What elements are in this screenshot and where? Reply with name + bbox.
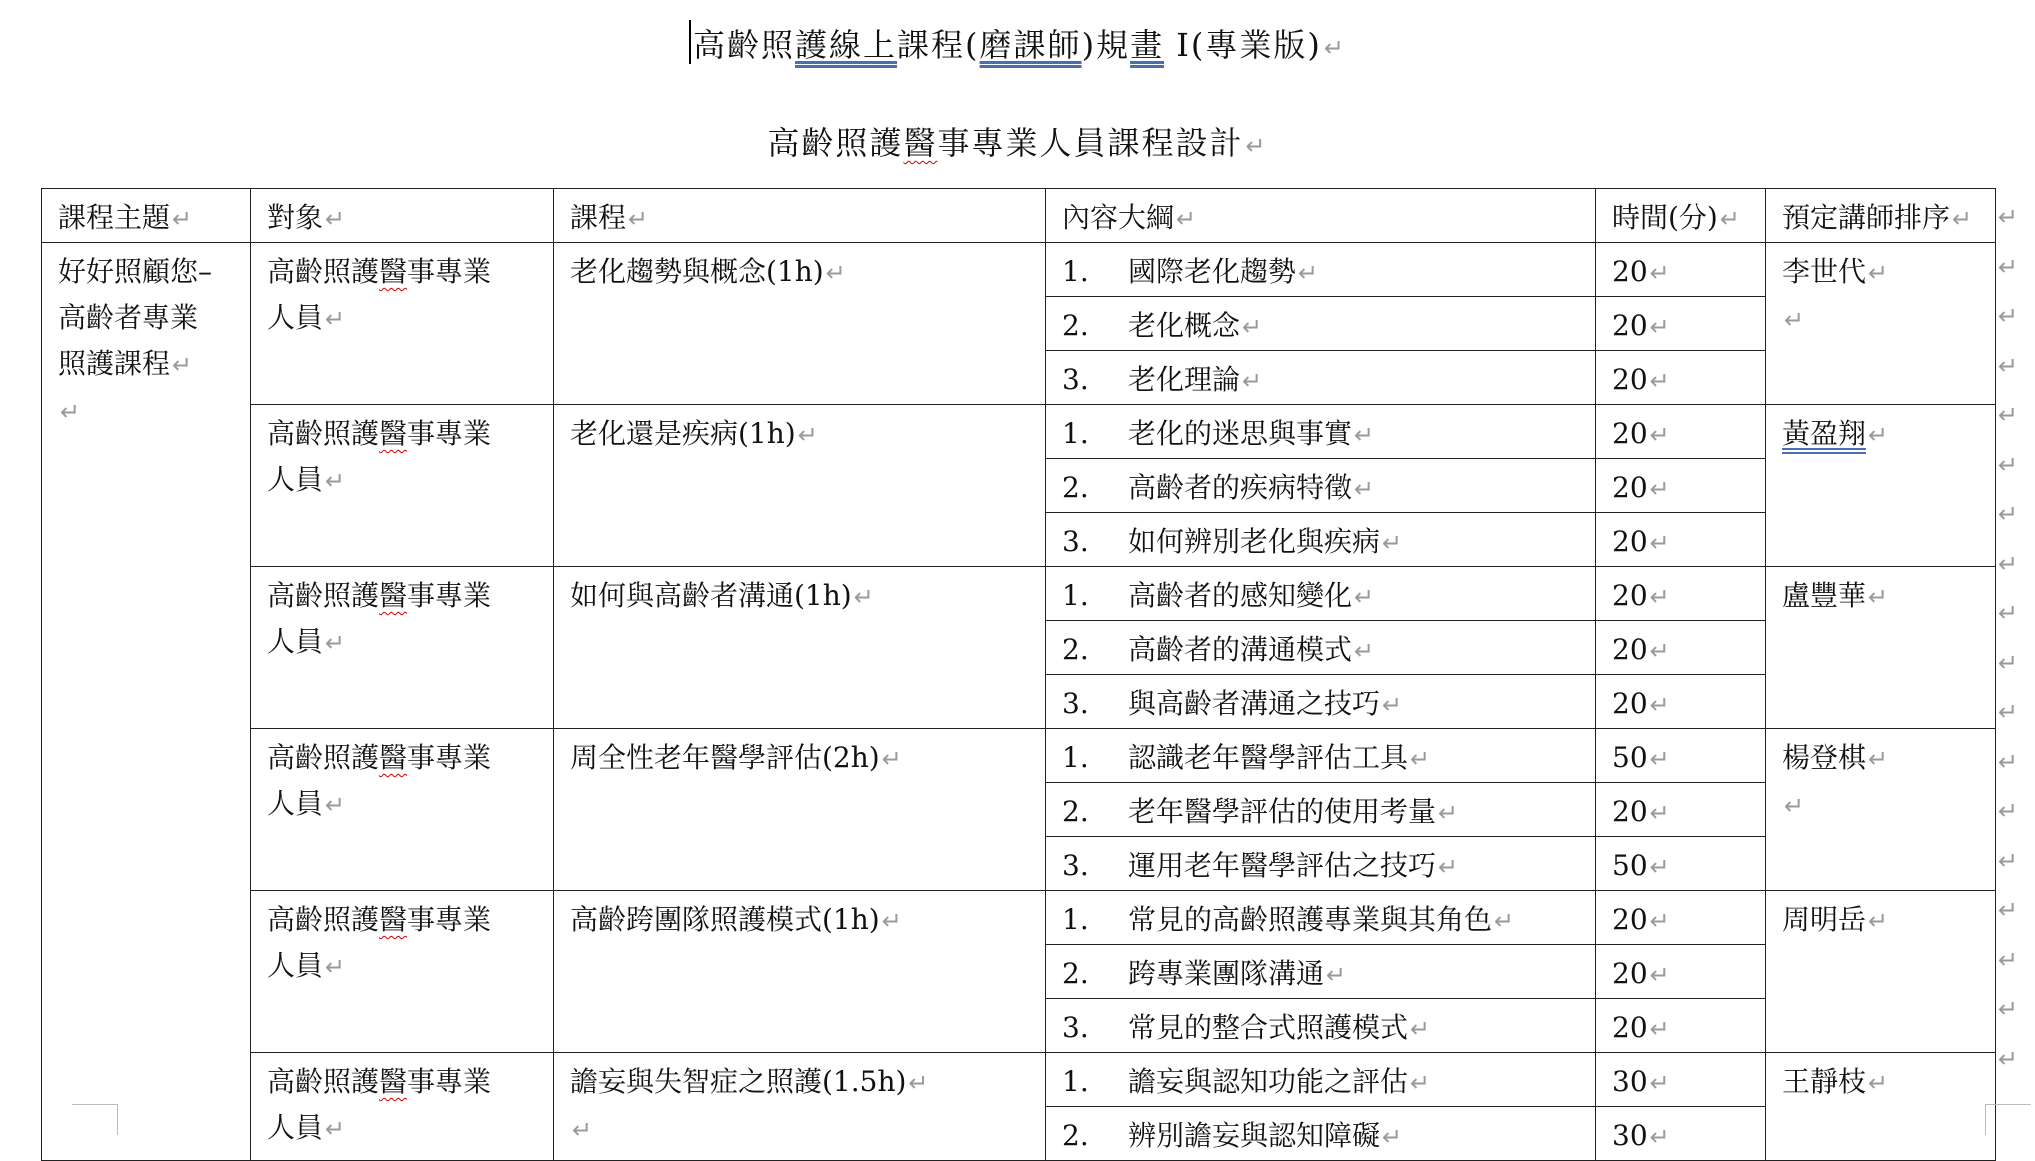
row-end-mark: ↵	[1998, 549, 2019, 578]
time-cell: 20↵	[1596, 513, 1766, 567]
row-end-mark: ↵	[1998, 450, 2019, 479]
outline-item: 3. 運用老年醫學評估之技巧↵	[1046, 837, 1596, 891]
time-cell: 20↵	[1596, 351, 1766, 405]
column-header: 預定講師排序↵	[1766, 189, 1996, 243]
course-cell: 周全性老年醫學評估(2h)↵	[554, 729, 1046, 891]
paragraph-mark: ↵	[1494, 907, 1515, 935]
outline-item: 2. 跨專業團隊溝通↵	[1046, 945, 1596, 999]
time-cell: 20↵	[1596, 945, 1766, 999]
time-cell: 20↵	[1596, 405, 1766, 459]
column-header: 內容大綱↵	[1046, 189, 1596, 243]
row-end-mark: ↵	[1998, 252, 2019, 281]
paragraph-mark: ↵	[1649, 1015, 1670, 1043]
paragraph-mark: ↵	[1326, 961, 1347, 989]
paragraph-mark: ↵	[881, 745, 902, 773]
table-row	[42, 567, 1996, 621]
paragraph-mark: ↵	[325, 791, 346, 819]
paragraph-mark: ↵	[1952, 205, 1973, 233]
audience-cell: 高齡照護醫事專業 人員↵	[251, 729, 554, 891]
table-row	[42, 1053, 1996, 1107]
row-end-mark: ↵	[1998, 945, 2019, 974]
paragraph-mark: ↵	[1649, 475, 1670, 503]
paragraph-mark: ↵	[908, 1069, 929, 1097]
paragraph-mark: ↵	[1649, 799, 1670, 827]
theme-cell: 好好照顧您– 高齡者專業 照護課程↵ ↵	[42, 243, 251, 1161]
paragraph-mark: ↵	[1868, 745, 1889, 773]
time-cell: 20↵	[1596, 999, 1766, 1053]
paragraph-mark: ↵	[1354, 421, 1375, 449]
paragraph-mark: ↵	[1649, 853, 1670, 881]
row-end-mark: ↵	[1998, 648, 2019, 677]
outline-item: 3. 常見的整合式照護模式↵	[1046, 999, 1596, 1053]
instructor-cell: 周明岳↵	[1766, 891, 1996, 1053]
paragraph-mark: ↵	[1649, 583, 1670, 611]
paragraph-mark: ↵	[1868, 421, 1889, 449]
paragraph-mark: ↵	[1649, 637, 1670, 665]
time-cell: 20↵	[1596, 621, 1766, 675]
document-title: 高齡照護線上課程(磨課師)規畫 I(專業版)↵	[0, 20, 2035, 66]
outline-item: 1. 譫妄與認知功能之評估↵	[1046, 1053, 1596, 1107]
row-end-mark: ↵	[1998, 698, 2019, 726]
outline-item: 3. 與高齡者溝通之技巧↵	[1046, 675, 1596, 729]
paragraph-mark: ↵	[1298, 259, 1319, 287]
course-cell: 老化趨勢與概念(1h)↵	[554, 243, 1046, 405]
paragraph-mark: ↵	[1649, 1069, 1670, 1097]
paragraph-mark: ↵	[1649, 1123, 1670, 1151]
time-cell: 20↵	[1596, 243, 1766, 297]
instructor-cell: 黃盈翔↵	[1766, 405, 1996, 567]
paragraph-mark: ↵	[1784, 792, 1805, 820]
row-end-mark: ↵	[1998, 846, 2019, 875]
paragraph-mark: ↵	[172, 351, 193, 379]
outline-item: 2. 辨別譫妄與認知障礙↵	[1046, 1107, 1596, 1161]
paragraph-mark: ↵	[881, 907, 902, 935]
paragraph-mark: ↵	[1649, 961, 1670, 989]
instructor-cell: 盧豐華↵	[1766, 567, 1996, 729]
row-end-mark: ↵	[1998, 747, 2019, 776]
outline-item: 2. 高齡者的疾病特徵↵	[1046, 459, 1596, 513]
time-cell: 20↵	[1596, 891, 1766, 945]
paragraph-mark: ↵	[325, 1115, 346, 1143]
time-cell: 30↵	[1596, 1107, 1766, 1161]
paragraph-mark: ↵	[1242, 367, 1263, 395]
paragraph-mark: ↵	[325, 305, 346, 333]
document-subtitle: 高齡照護醫事專業人員課程設計↵	[767, 124, 1268, 162]
time-cell: 30↵	[1596, 1053, 1766, 1107]
time-cell: 20↵	[1596, 567, 1766, 621]
table-row	[42, 891, 1996, 945]
paragraph-mark: ↵	[1382, 1123, 1403, 1151]
column-header: 對象↵	[251, 189, 554, 243]
table-row	[42, 405, 1996, 459]
outline-item: 3. 老化理論↵	[1046, 351, 1596, 405]
paragraph-mark: ↵	[325, 629, 346, 657]
outline-item: 1. 國際老化趨勢↵	[1046, 243, 1596, 297]
row-end-mark: ↵	[1998, 500, 2019, 528]
paragraph-mark: ↵	[825, 259, 846, 287]
paragraph-mark: ↵	[1868, 907, 1889, 935]
paragraph-mark: ↵	[1649, 691, 1670, 719]
audience-cell: 高齡照護醫事專業 人員↵	[251, 1053, 554, 1161]
paragraph-mark: ↵	[1176, 205, 1197, 233]
paragraph-mark: ↵	[572, 1116, 593, 1144]
table-row	[42, 729, 1996, 783]
outline-item: 2. 高齡者的溝通模式↵	[1046, 621, 1596, 675]
outline-item: 1. 常見的高齡照護專業與其角色↵	[1046, 891, 1596, 945]
time-cell: 20↵	[1596, 459, 1766, 513]
paragraph-mark: ↵	[1719, 205, 1740, 233]
paragraph-mark: ↵	[1649, 421, 1670, 449]
column-header: 課程主題↵	[42, 189, 251, 243]
paragraph-mark: ↵	[1649, 259, 1670, 287]
paragraph-mark: ↵	[1868, 259, 1889, 287]
time-cell: 20↵	[1596, 297, 1766, 351]
paragraph-mark: ↵	[172, 205, 193, 233]
paragraph-mark: ↵	[1354, 475, 1375, 503]
paragraph-mark: ↵	[1242, 313, 1263, 341]
paragraph-mark: ↵	[1410, 1069, 1431, 1097]
paragraph-mark: ↵	[60, 398, 81, 426]
paragraph-mark: ↵	[325, 467, 346, 495]
row-end-mark: ↵	[1998, 302, 2019, 330]
row-end-mark: ↵	[1998, 401, 2019, 429]
paragraph-mark: ↵	[1410, 1015, 1431, 1043]
paragraph-mark: ↵	[1438, 853, 1459, 881]
paragraph-mark: ↵	[1649, 367, 1670, 395]
time-cell: 20↵	[1596, 783, 1766, 837]
paragraph-mark: ↵	[1784, 306, 1805, 334]
course-table	[41, 188, 1996, 1161]
paragraph-mark: ↵	[1438, 799, 1459, 827]
outline-item: 3. 如何辨別老化與疾病↵	[1046, 513, 1596, 567]
course-cell: 譫妄與失智症之照護(1.5h)↵ ↵	[554, 1053, 1046, 1161]
paragraph-mark: ↵	[325, 953, 346, 981]
paragraph-mark: ↵	[1354, 583, 1375, 611]
audience-cell: 高齡照護醫事專業 人員↵	[251, 243, 554, 405]
paragraph-mark: ↵	[325, 205, 346, 233]
paragraph-mark: ↵	[1649, 745, 1670, 773]
paragraph-mark: ↵	[628, 205, 649, 233]
instructor-cell: 李世代↵ ↵	[1766, 243, 1996, 405]
page-corner-mark-left	[72, 1104, 118, 1135]
outline-item: 1. 老化的迷思與事實↵	[1046, 405, 1596, 459]
table-header-row	[42, 189, 1996, 243]
outline-item: 2. 老化概念↵	[1046, 297, 1596, 351]
outline-item: 1. 高齡者的感知變化↵	[1046, 567, 1596, 621]
row-end-mark: ↵	[1998, 995, 2019, 1023]
row-end-mark: ↵	[1998, 1044, 2019, 1073]
paragraph-mark: ↵	[853, 583, 874, 611]
paragraph-mark: ↵	[1382, 691, 1403, 719]
time-cell: 20↵	[1596, 675, 1766, 729]
paragraph-mark: ↵	[1649, 529, 1670, 557]
column-header: 時間(分)↵	[1596, 189, 1766, 243]
paragraph-mark: ↵	[1649, 313, 1670, 341]
column-header: 課程↵	[554, 189, 1046, 243]
audience-cell: 高齡照護醫事專業 人員↵	[251, 405, 554, 567]
course-cell: 老化還是疾病(1h)↵	[554, 405, 1046, 567]
paragraph-mark: ↵	[1868, 583, 1889, 611]
outline-item: 1. 認識老年醫學評估工具↵	[1046, 729, 1596, 783]
course-cell: 如何與高齡者溝通(1h)↵	[554, 567, 1046, 729]
outline-item: 2. 老年醫學評估的使用考量↵	[1046, 783, 1596, 837]
paragraph-mark: ↵	[1382, 529, 1403, 557]
paragraph-mark: ↵	[1354, 637, 1375, 665]
time-cell: 50↵	[1596, 837, 1766, 891]
row-end-mark: ↵	[1998, 797, 2019, 825]
row-end-mark: ↵	[1998, 351, 2019, 380]
instructor-cell: 王靜枝↵	[1766, 1053, 1996, 1161]
instructor-cell: 楊登棋↵ ↵	[1766, 729, 1996, 891]
time-cell: 50↵	[1596, 729, 1766, 783]
paragraph-mark: ↵	[1649, 907, 1670, 935]
text-cursor	[689, 20, 691, 64]
audience-cell: 高齡照護醫事專業 人員↵	[251, 567, 554, 729]
page-corner-mark-right	[1985, 1104, 2031, 1135]
row-end-mark: ↵	[1998, 599, 2019, 627]
table-row	[42, 243, 1996, 297]
paragraph-mark: ↵	[1410, 745, 1431, 773]
paragraph-mark: ↵	[1868, 1069, 1889, 1097]
audience-cell: 高齡照護醫事專業 人員↵	[251, 891, 554, 1053]
paragraph-mark: ↵	[797, 421, 818, 449]
row-end-marks	[1998, 188, 2028, 1079]
row-end-mark: ↵	[1998, 896, 2019, 924]
row-end-mark: ↵	[1998, 203, 2019, 231]
course-cell: 高齡跨團隊照護模式(1h)↵	[554, 891, 1046, 1053]
